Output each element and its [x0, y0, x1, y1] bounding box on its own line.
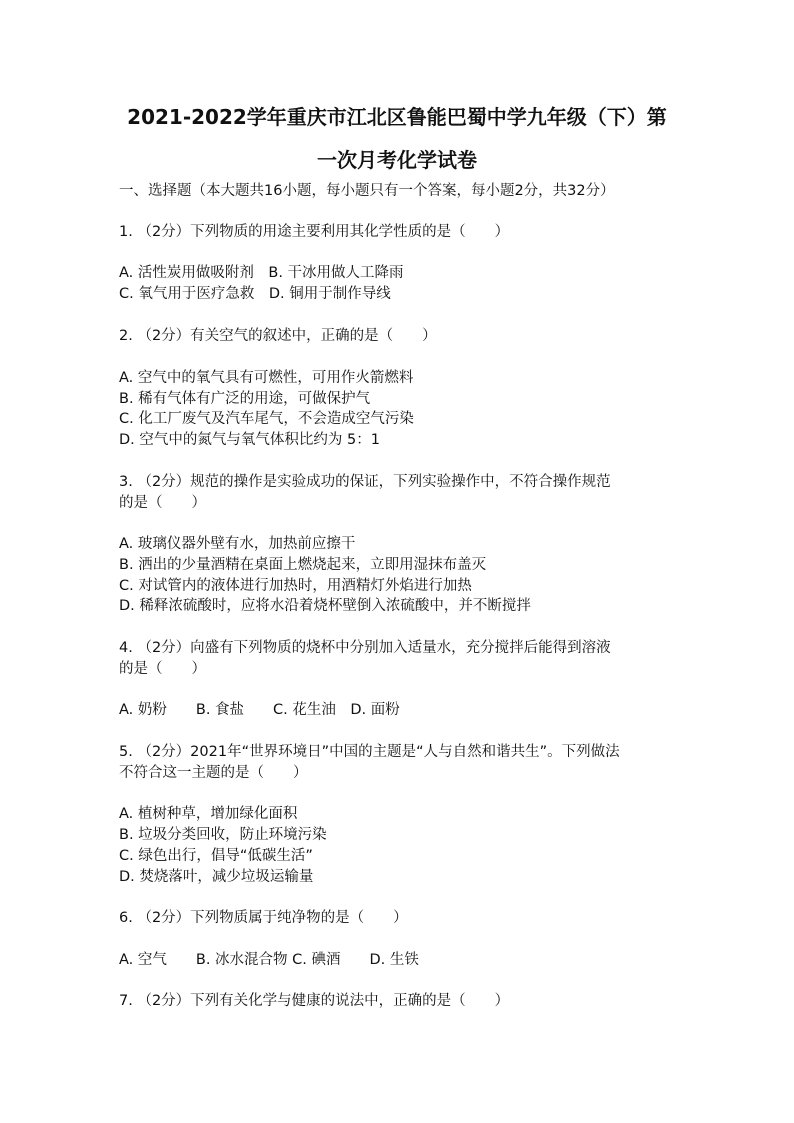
question-5-stem-cont: 不符合这一主题的是（ ） — [119, 765, 308, 781]
section-heading: 一、选择题（本大题共16小题，每小题只有一个答案，每小题2分，共32分） — [119, 183, 615, 199]
question-7-stem: 7. （2分）下列有关化学与健康的说法中，正确的是（ ） — [119, 993, 510, 1009]
question-5-option-a: A. 植树种草，增加绿化面积 — [119, 806, 298, 822]
question-3-option-c: C. 对试管内的液体进行加热时，用酒精灯外焰进行加热 — [119, 578, 472, 594]
question-5-option-d: D. 焚烧落叶，减少垃圾运输量 — [119, 869, 314, 885]
question-1-option-line: C. 氧气用于医疗急救 D. 铜用于制作导线 — [119, 286, 391, 302]
question-6-options: A. 空气 B. 冰水混合物 C. 碘酒 D. 生铁 — [119, 952, 419, 968]
page-title-line-2: 一次月考化学试卷 — [317, 148, 477, 172]
question-3-option-b: B. 洒出的少量酒精在桌面上燃烧起来，立即用湿抹布盖灭 — [119, 557, 487, 573]
question-2-option-b: B. 稀有气体有广泛的用途，可做保护气 — [119, 391, 371, 407]
question-3-option-a: A. 玻璃仪器外壁有水，加热前应擦干 — [119, 536, 356, 552]
question-1-option-line: A. 活性炭用做吸附剂 B. 干冰用做人工降雨 — [119, 265, 404, 281]
question-3-stem: 3. （2分）规范的操作是实验成功的保证，下列实验操作中，不符合操作规范 — [119, 474, 611, 490]
question-4-stem: 4. （2分）向盛有下列物质的烧杯中分别加入适量水，充分搅拌后能得到溶液 — [119, 640, 611, 656]
question-3-option-d: D. 稀释浓硫酸时，应将水沿着烧杯壁倒入浓硫酸中，并不断搅拌 — [119, 598, 531, 614]
question-2-option-c: C. 化工厂废气及汽车尾气，不会造成空气污染 — [119, 411, 414, 427]
question-4-options: A. 奶粉 B. 食盐 C. 花生油 D. 面粉 — [119, 702, 400, 718]
question-2-option-d: D. 空气中的氮气与氧气体积比约为 5：1 — [119, 432, 380, 448]
question-6-stem: 6. （2分）下列物质属于纯净物的是（ ） — [119, 910, 408, 926]
question-1-stem: 1. （2分）下列物质的用途主要利用其化学性质的是（ ） — [119, 224, 510, 240]
question-2-option-a: A. 空气中的氧气具有可燃性，可用作火箭燃料 — [119, 370, 414, 386]
question-5-stem: 5. （2分）2021年“世界环境日”中国的主题是“人与自然和谐共生”。下列做法 — [119, 744, 620, 760]
question-3-stem-cont: 的是（ ） — [119, 495, 206, 511]
page-title-line-1: 2021-2022学年重庆市江北区鲁能巴蜀中学九年级（下）第 — [127, 105, 667, 129]
question-5-option-b: B. 垃圾分类回收，防止环境污染 — [119, 827, 327, 843]
question-4-stem-cont: 的是（ ） — [119, 661, 206, 677]
question-5-option-c: C. 绿色出行，倡导“低碳生活” — [119, 848, 313, 864]
question-2-stem: 2. （2分）有关空气的叙述中，正确的是（ ） — [119, 328, 437, 344]
